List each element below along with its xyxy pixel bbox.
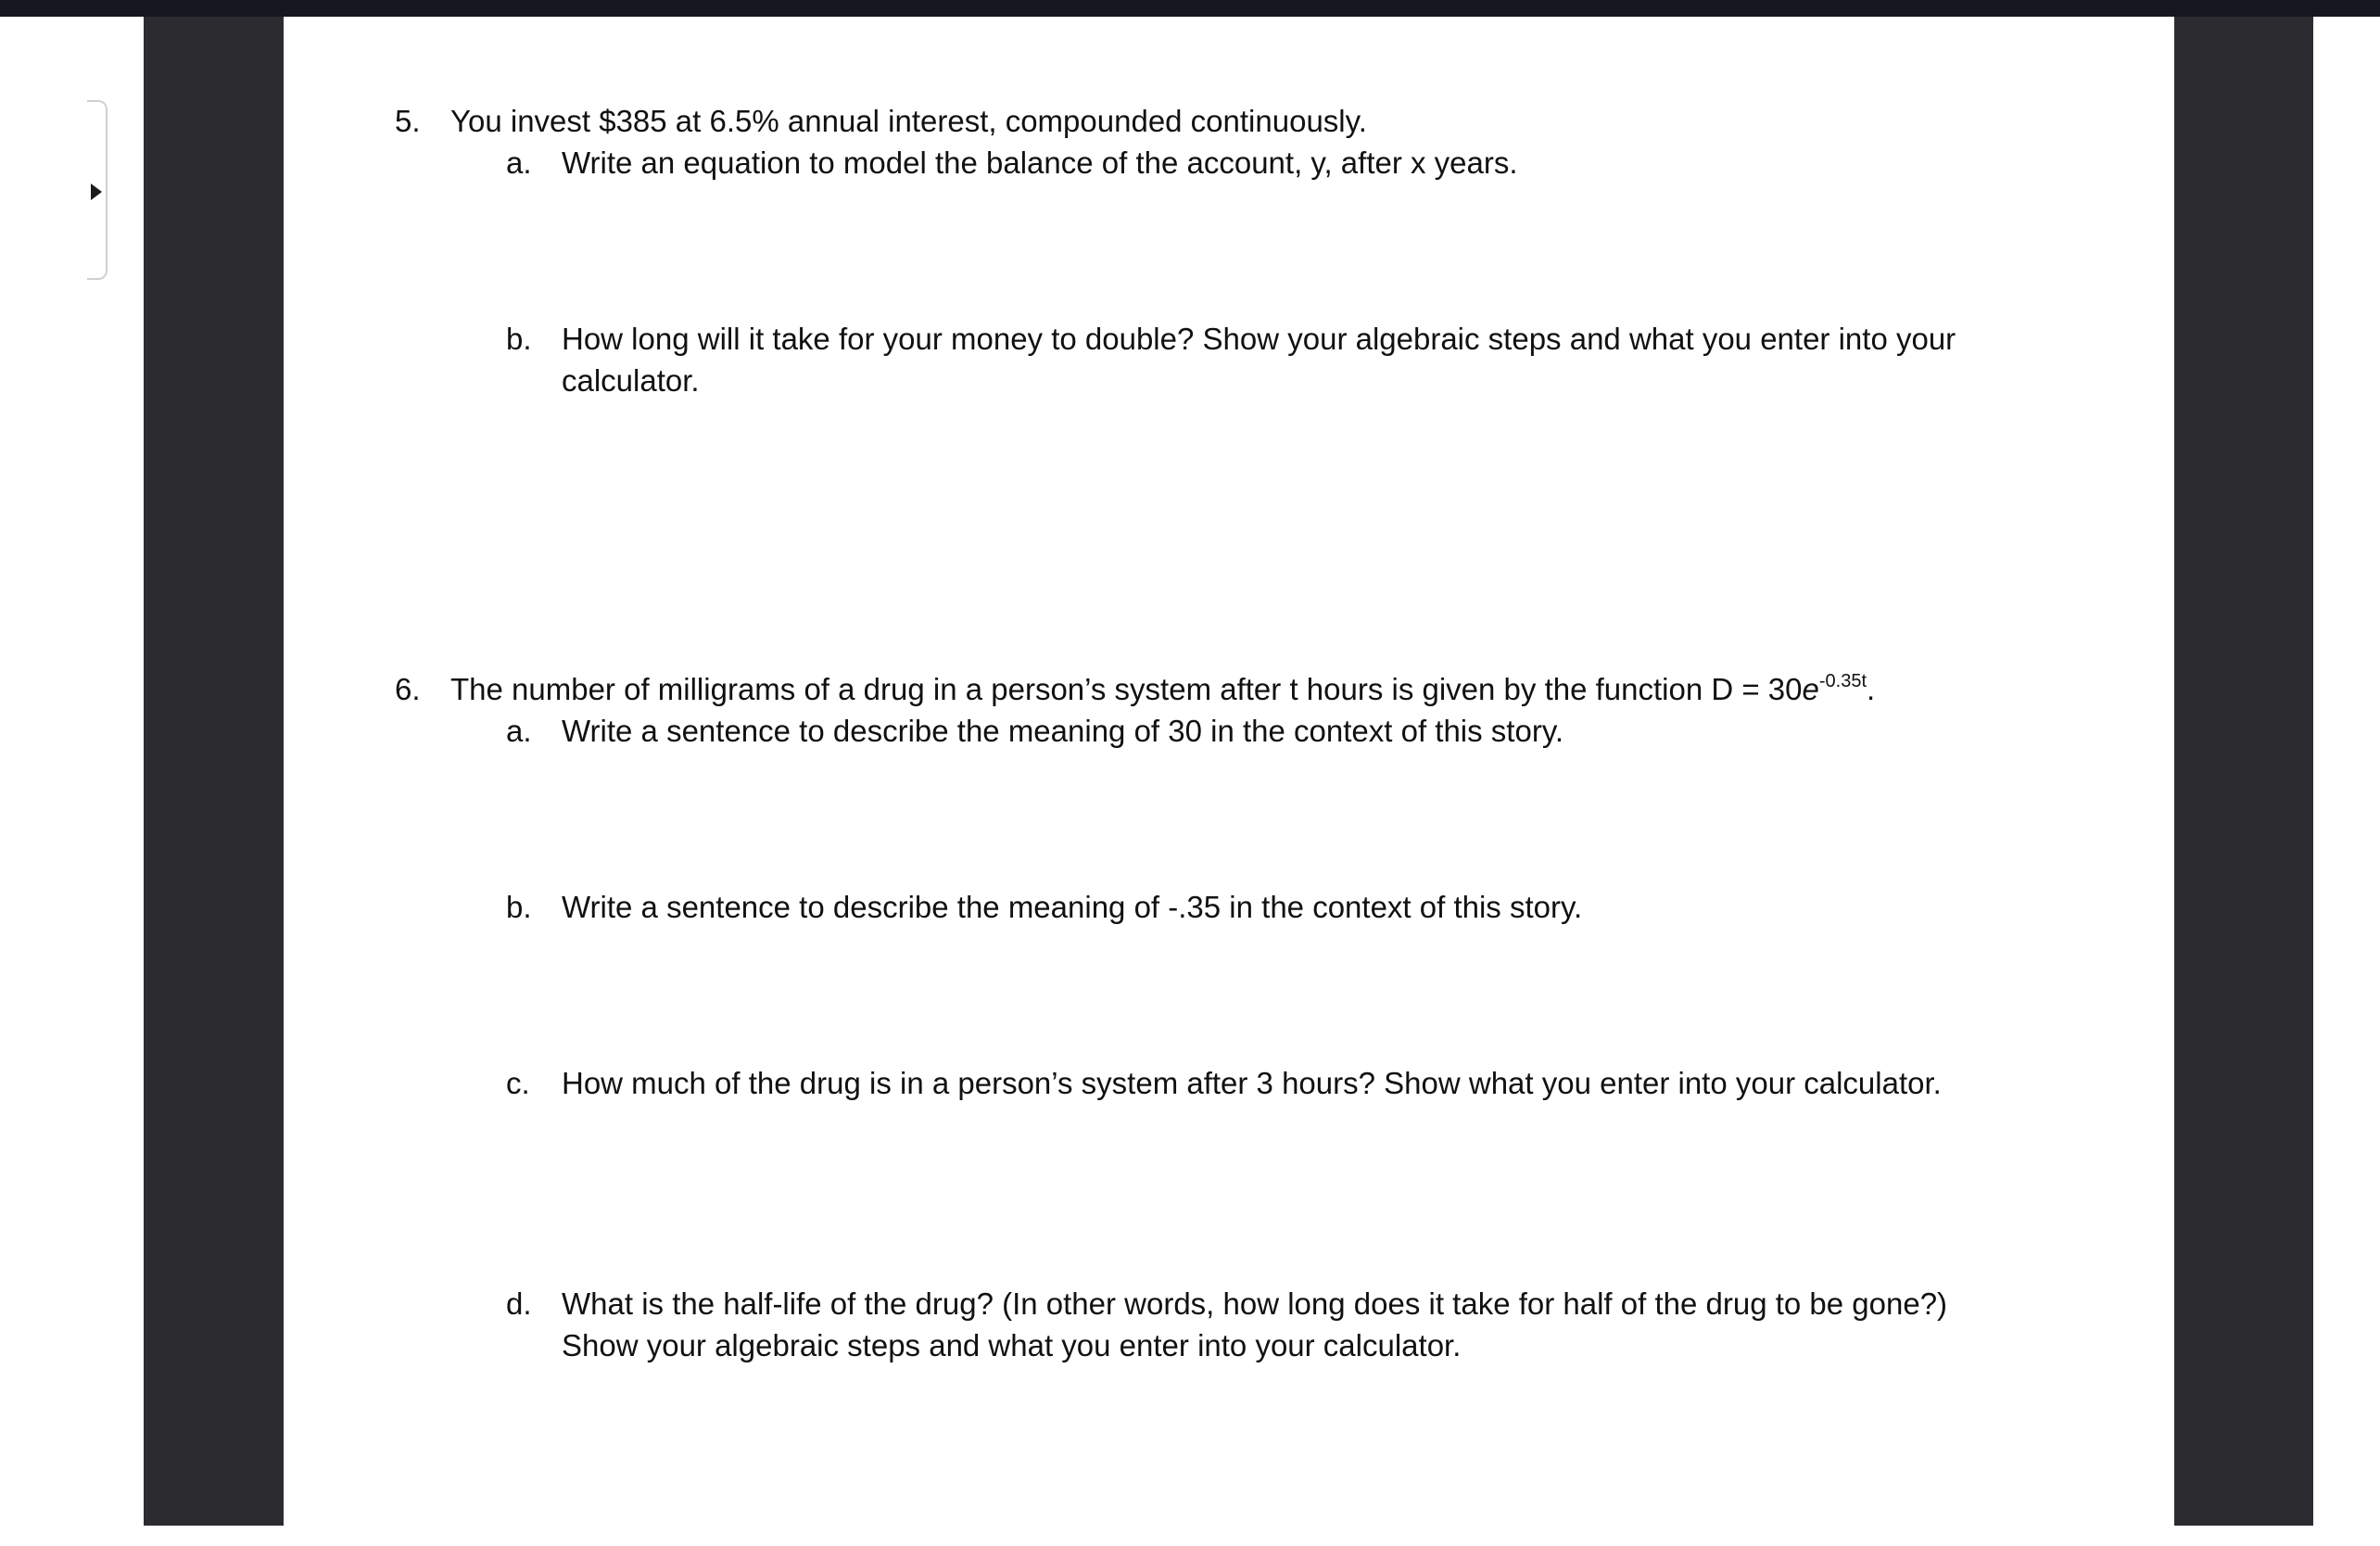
question-6c-text: How much of the drug is in a person’s system after 3 hours? Show what you enter into your calculator. xyxy=(562,1066,1942,1100)
question-6-text-main: The number of milligrams of a drug in a person’s system after t hours is given by the function D = 30 xyxy=(450,672,1803,706)
question-5b-text-line-1: How long will it take for your money to double? Show your algebraic steps and what you enter into your xyxy=(562,322,1956,356)
exponent: -0.35t xyxy=(1818,671,1867,691)
question-5b-label: b. xyxy=(506,322,532,356)
question-6-period: . xyxy=(1867,672,1876,706)
question-5-text: You invest $385 at 6.5% annual interest, compounded continuously. xyxy=(450,104,1367,138)
question-6c-label: c. xyxy=(506,1066,530,1100)
euler-e: e xyxy=(1802,672,1819,706)
question-6-number: 6. xyxy=(395,672,421,706)
question-6b-label: b. xyxy=(506,890,532,924)
question-6-text xyxy=(450,668,1875,711)
question-5-number: 5. xyxy=(395,104,421,138)
question-6d-text-line-2: Show your algebraic steps and what you enter into your calculator. xyxy=(562,1328,1462,1362)
question-6d-label: d. xyxy=(506,1286,532,1321)
question-5a-text: Write an equation to model the balance of the account, y, after x years. xyxy=(562,146,1518,180)
question-6b-text: Write a sentence to describe the meaning of -.35 in the context of this story. xyxy=(562,890,1583,924)
question-5b-text-line-2: calculator. xyxy=(562,363,700,398)
question-6a-label: a. xyxy=(506,714,532,748)
question-6a-text: Write a sentence to describe the meaning of 30 in the context of this story. xyxy=(562,714,1564,748)
question-6d-text-line-1: What is the half-life of the drug? (In other words, how long does it take for half of the drug to be gone?) xyxy=(562,1286,1948,1321)
question-5a-label: a. xyxy=(506,146,532,180)
